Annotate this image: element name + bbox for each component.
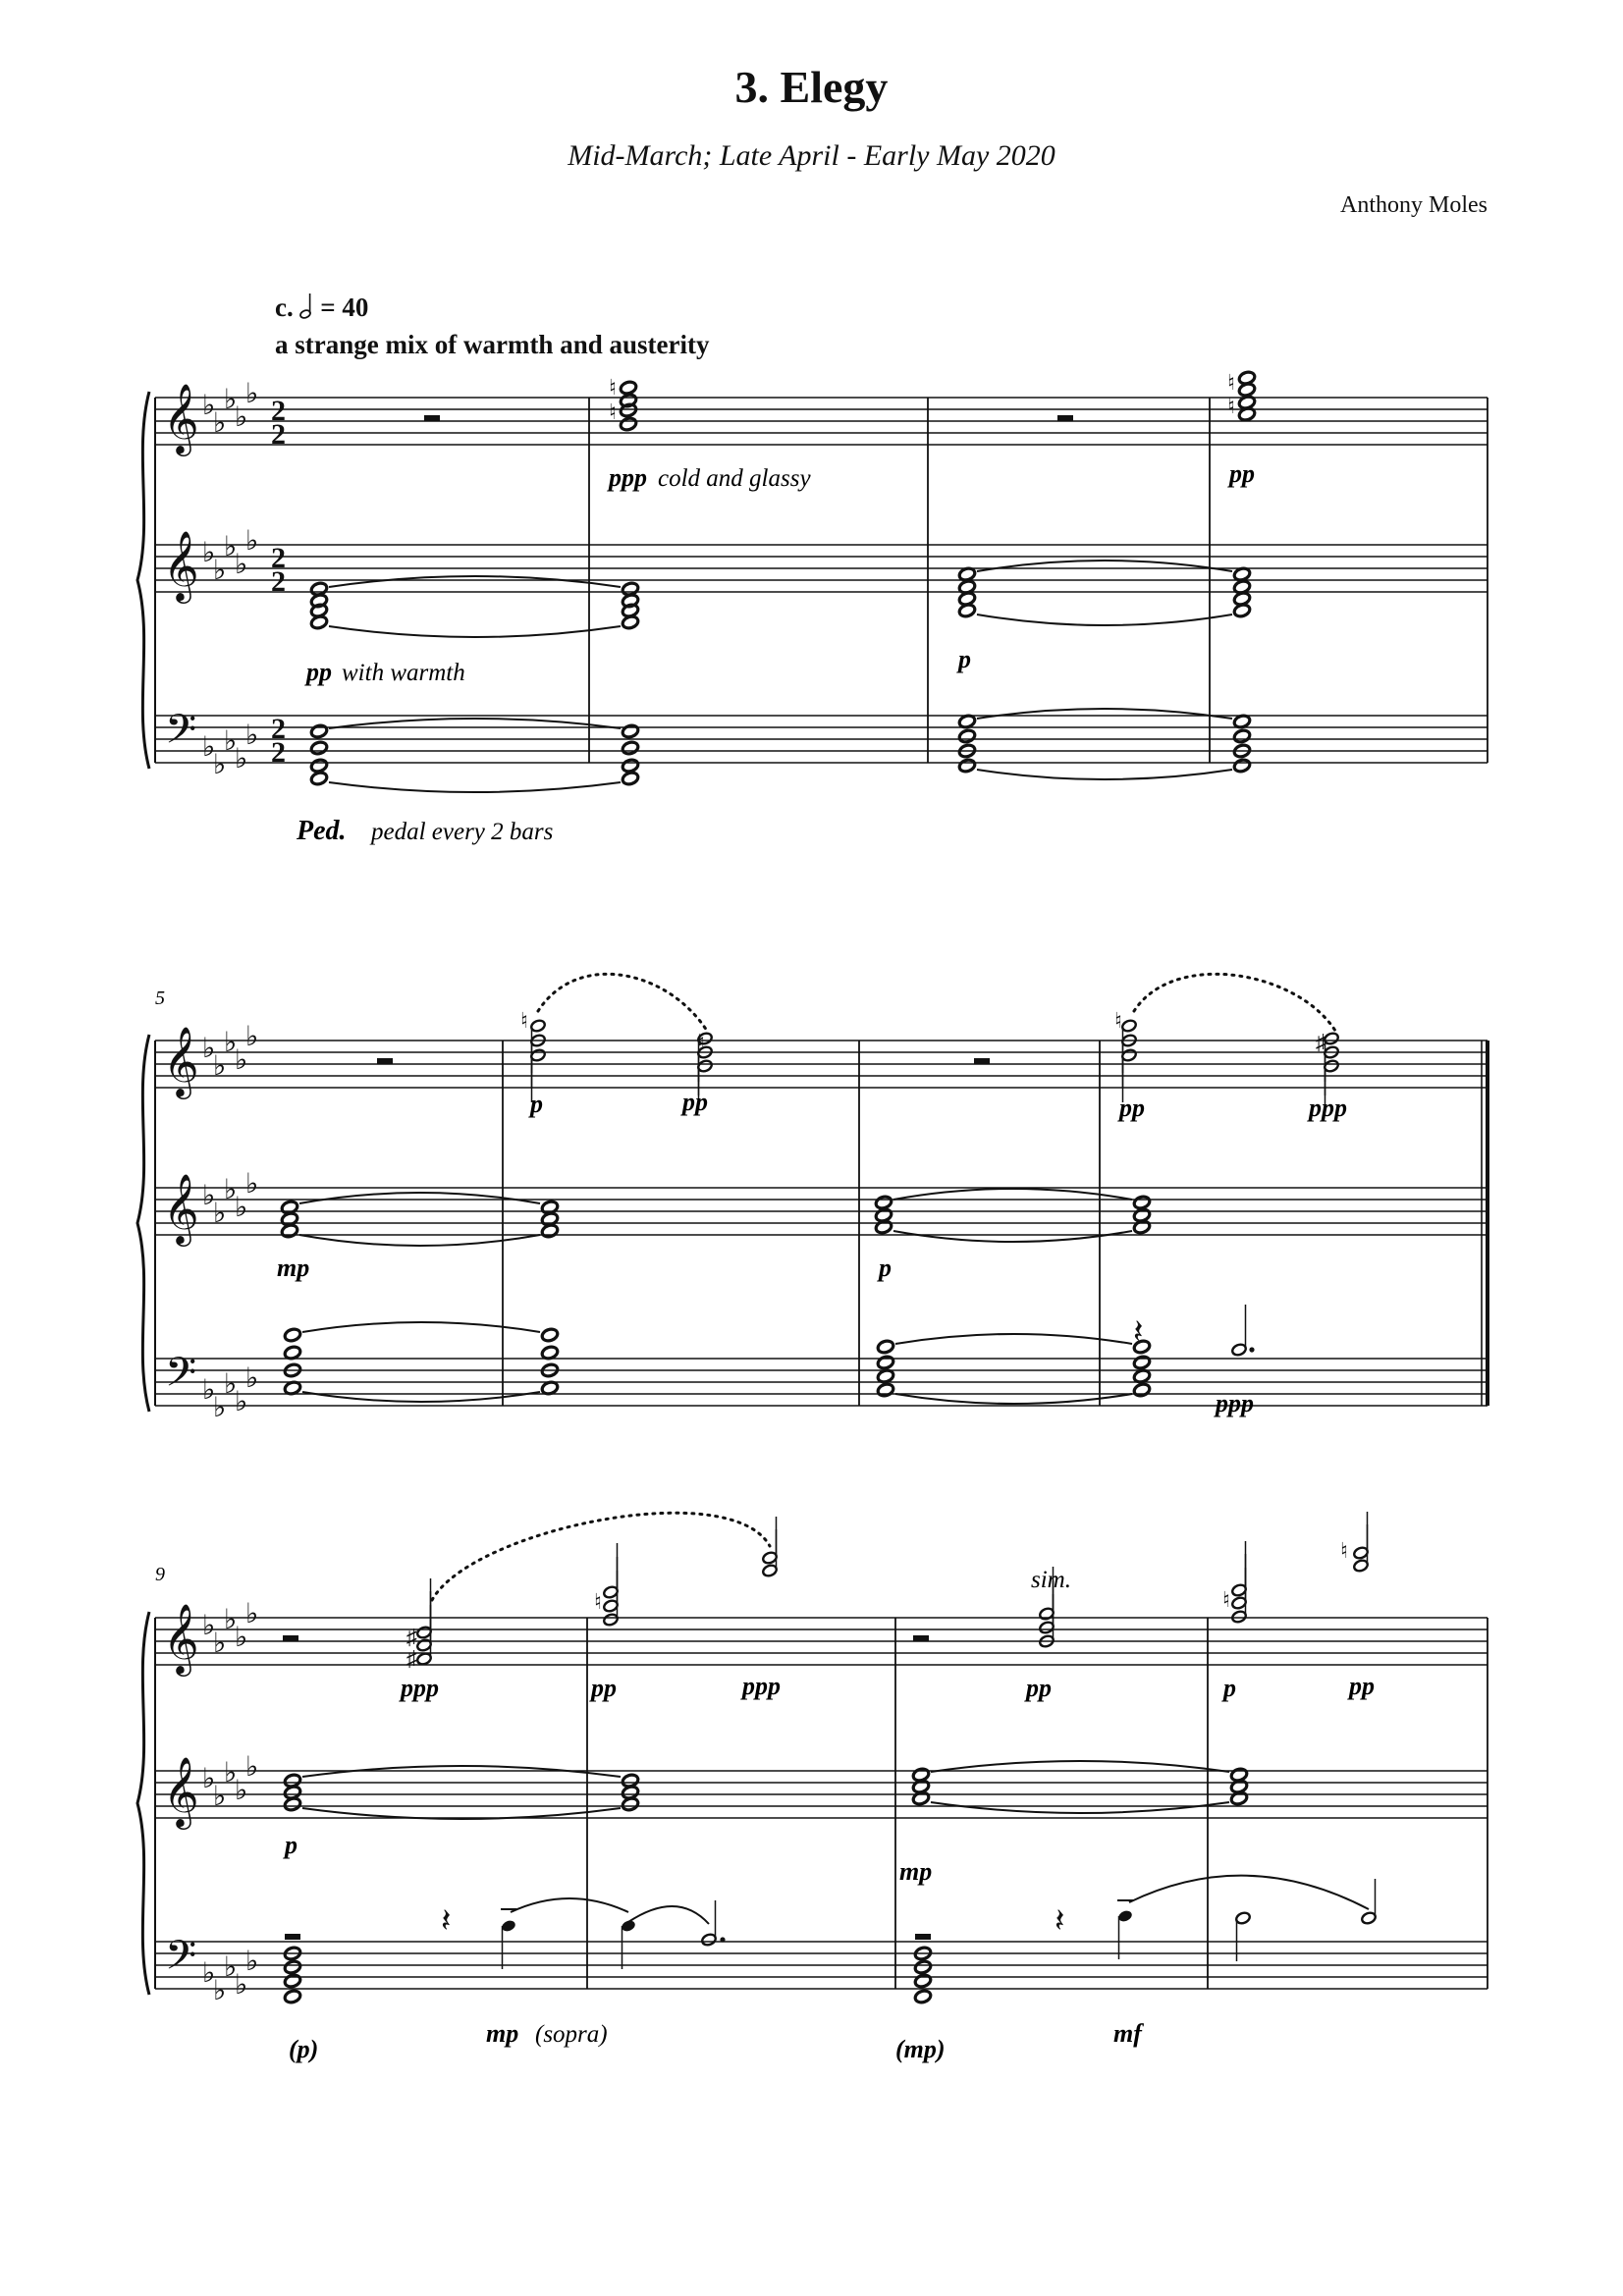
half-rest-icon bbox=[285, 1934, 300, 1940]
whole-note bbox=[310, 758, 329, 774]
dynamic-p: p bbox=[958, 645, 971, 673]
whole-note bbox=[914, 1973, 933, 1989]
half-rest-icon bbox=[915, 1934, 931, 1940]
flat-icon: ♭ bbox=[235, 1970, 248, 2001]
augmentation-dot bbox=[1249, 1347, 1254, 1352]
time-signature-top: 2 bbox=[271, 542, 286, 574]
pedal-symbol: Ped. bbox=[297, 816, 347, 846]
slur bbox=[511, 1898, 628, 1912]
flat-icon: ♭ bbox=[213, 1629, 227, 1659]
tie bbox=[302, 1322, 540, 1332]
flat-icon: ♭ bbox=[245, 1022, 259, 1052]
dynamic-p-parenthesized: (p) bbox=[289, 2035, 319, 2063]
flat-icon: ♭ bbox=[202, 1181, 216, 1211]
dynamic-pp: pp bbox=[682, 1088, 708, 1116]
flat-icon: ♭ bbox=[202, 1034, 216, 1064]
flat-icon: ♭ bbox=[224, 1952, 238, 1983]
whole-note bbox=[1133, 1382, 1152, 1398]
flat-icon: ♭ bbox=[245, 1947, 259, 1977]
whole-note bbox=[310, 723, 329, 739]
treble-clef-icon: 𝄞 bbox=[163, 1176, 199, 1243]
dynamic-p: p bbox=[1223, 1674, 1236, 1702]
half-rest-icon bbox=[377, 1058, 393, 1064]
whole-note bbox=[620, 380, 638, 396]
flat-icon: ♭ bbox=[235, 402, 248, 433]
natural-icon: ♮ bbox=[1227, 370, 1235, 395]
tie bbox=[299, 1193, 540, 1203]
expression-cold-and-glassy: cold and glassy bbox=[658, 465, 811, 492]
expression-sopra: (sopra) bbox=[535, 2021, 608, 2048]
whole-note bbox=[310, 771, 329, 786]
tie bbox=[977, 561, 1232, 571]
dynamic-pp: pp bbox=[1229, 459, 1255, 488]
dynamic-pp: pp bbox=[1026, 1674, 1052, 1702]
tie bbox=[893, 1231, 1132, 1242]
sharp-icon: ♯ bbox=[406, 1646, 417, 1671]
bass-clef-icon: 𝄢 bbox=[165, 1933, 197, 1988]
time-signature-bottom: 2 bbox=[271, 736, 286, 769]
tie bbox=[299, 1235, 540, 1246]
pedal-instruction: pedal every 2 bars bbox=[371, 819, 554, 845]
flat-icon: ♭ bbox=[235, 550, 248, 580]
dynamic-mp-parenthesized: (mp) bbox=[895, 2035, 946, 2063]
whole-note bbox=[622, 1796, 640, 1812]
whole-note bbox=[284, 1796, 302, 1812]
tie bbox=[977, 770, 1232, 779]
flat-icon: ♭ bbox=[245, 379, 259, 409]
flat-icon: ♭ bbox=[224, 1028, 238, 1058]
half-rest-icon bbox=[1057, 415, 1073, 421]
piece-subtitle: Mid-March; Late April - Early May 2020 bbox=[568, 139, 1055, 172]
whole-note bbox=[284, 1989, 302, 2004]
dynamic-mp: mp bbox=[277, 1254, 310, 1282]
time-signature-top: 2 bbox=[271, 395, 286, 427]
time-signature-bottom: 2 bbox=[271, 418, 286, 451]
flat-icon: ♭ bbox=[224, 1605, 238, 1635]
tempo-prefix: c. bbox=[275, 293, 294, 322]
quarter-rest-icon: 𝄽 bbox=[1133, 1314, 1144, 1351]
sharp-icon: ♯ bbox=[406, 1625, 417, 1649]
whole-note bbox=[1233, 603, 1252, 618]
flat-icon: ♭ bbox=[235, 1045, 248, 1076]
natural-icon: ♮ bbox=[520, 1008, 528, 1033]
tie bbox=[893, 1189, 1132, 1200]
slur bbox=[628, 1906, 709, 1924]
text-layer bbox=[155, 459, 1375, 2063]
flat-icon: ♭ bbox=[224, 726, 238, 757]
tempo-value: = 40 bbox=[320, 293, 369, 322]
dynamic-ppp: ppp bbox=[1216, 1389, 1254, 1417]
flat-icon: ♭ bbox=[213, 1976, 227, 2006]
whole-note bbox=[284, 1327, 302, 1343]
whole-note bbox=[958, 758, 977, 774]
flat-icon: ♭ bbox=[202, 1764, 216, 1794]
whole-note bbox=[622, 723, 640, 739]
whole-note bbox=[958, 728, 977, 744]
flat-icon: ♭ bbox=[235, 1776, 248, 1806]
whole-note bbox=[1133, 1219, 1152, 1235]
dynamic-pp: pp bbox=[1119, 1094, 1145, 1122]
flat-icon: ♭ bbox=[245, 1363, 259, 1394]
character-marking: a strange mix of warmth and austerity bbox=[275, 330, 710, 359]
dynamic-ppp: ppp bbox=[401, 1674, 439, 1702]
flat-icon: ♭ bbox=[213, 1051, 227, 1082]
flat-icon: ♭ bbox=[202, 732, 216, 763]
dynamic-p: p bbox=[879, 1254, 892, 1282]
natural-icon: ♮ bbox=[1227, 394, 1235, 418]
whole-note bbox=[541, 1223, 560, 1239]
expression-with-warmth: with warmth bbox=[342, 660, 465, 686]
treble-clef-icon: 𝄞 bbox=[163, 1606, 199, 1673]
treble-clef-icon: 𝄞 bbox=[163, 1029, 199, 1095]
brace-icon bbox=[137, 392, 149, 769]
whole-note bbox=[281, 1223, 299, 1239]
whole-note bbox=[914, 1959, 933, 1975]
staves-layer bbox=[137, 379, 1488, 2006]
expression-sim: sim. bbox=[1031, 1567, 1071, 1593]
whole-note bbox=[1238, 382, 1257, 398]
tie bbox=[977, 614, 1232, 625]
natural-icon: ♮ bbox=[1222, 1587, 1230, 1612]
tie bbox=[329, 782, 621, 792]
augmentation-dot bbox=[720, 1937, 725, 1942]
flat-icon: ♭ bbox=[213, 556, 227, 586]
flat-icon: ♭ bbox=[235, 1623, 248, 1653]
treble-clef-icon: 𝄞 bbox=[163, 1759, 199, 1826]
flat-icon: ♭ bbox=[224, 1758, 238, 1789]
flat-icon: ♭ bbox=[245, 1169, 259, 1200]
dynamic-p: p bbox=[530, 1090, 543, 1118]
dotted-slur bbox=[1134, 974, 1335, 1031]
half-rest-icon bbox=[424, 415, 440, 421]
half-rest-icon bbox=[283, 1635, 298, 1641]
flat-icon: ♭ bbox=[235, 1193, 248, 1223]
brace-icon bbox=[137, 1035, 149, 1412]
flat-icon: ♭ bbox=[213, 1199, 227, 1229]
flat-icon: ♭ bbox=[245, 1599, 259, 1629]
dynamic-mp: mp bbox=[486, 2019, 519, 2048]
flat-icon: ♭ bbox=[224, 1175, 238, 1205]
time-signature-top: 2 bbox=[271, 713, 286, 745]
flat-icon: ♭ bbox=[245, 526, 259, 557]
whole-note bbox=[310, 740, 329, 756]
whole-note bbox=[914, 1989, 933, 2004]
whole-note bbox=[1233, 728, 1252, 744]
brace-icon bbox=[137, 1612, 149, 1995]
whole-note bbox=[877, 1339, 895, 1355]
dotted-slur bbox=[538, 974, 707, 1031]
natural-icon: ♮ bbox=[594, 1589, 602, 1614]
whole-note bbox=[284, 1959, 302, 1975]
whole-note bbox=[622, 758, 640, 774]
whole-note bbox=[958, 603, 977, 618]
natural-icon: ♮ bbox=[609, 375, 617, 400]
dynamic-pp: pp bbox=[591, 1674, 617, 1702]
tie bbox=[931, 1802, 1229, 1813]
quarter-rest-icon: 𝄽 bbox=[1055, 1903, 1065, 1940]
flat-icon: ♭ bbox=[213, 1782, 227, 1812]
flat-icon: ♭ bbox=[245, 721, 259, 751]
dynamic-pp: pp bbox=[306, 658, 332, 686]
flat-icon: ♭ bbox=[202, 391, 216, 421]
whole-note bbox=[310, 614, 329, 630]
natural-icon: ♮ bbox=[1340, 1538, 1348, 1563]
piece-title: 3. Elegy bbox=[734, 62, 889, 112]
tie bbox=[895, 1334, 1132, 1344]
dynamic-mf: mf bbox=[1113, 2019, 1142, 2048]
whole-note bbox=[877, 1355, 895, 1370]
whole-note bbox=[284, 1973, 302, 1989]
whole-note bbox=[622, 740, 640, 756]
bass-clef-icon: 𝄢 bbox=[165, 707, 197, 762]
half-rest-icon bbox=[913, 1635, 929, 1641]
time-signature-bottom: 2 bbox=[271, 565, 286, 598]
flat-icon: ♭ bbox=[213, 750, 227, 780]
flat-icon: ♭ bbox=[224, 532, 238, 562]
tie bbox=[329, 576, 621, 587]
whole-note bbox=[875, 1219, 893, 1235]
whole-note bbox=[1133, 1355, 1152, 1370]
whole-note bbox=[1233, 758, 1252, 774]
tie bbox=[977, 709, 1232, 719]
whole-note bbox=[620, 416, 638, 432]
dynamic-ppp: ppp bbox=[609, 463, 647, 492]
flat-icon: ♭ bbox=[202, 1958, 216, 1989]
whole-note bbox=[622, 771, 640, 786]
slur bbox=[1129, 1876, 1369, 1909]
tie bbox=[329, 626, 621, 637]
tie bbox=[895, 1394, 1132, 1404]
flat-icon: ♭ bbox=[224, 385, 238, 415]
flat-icon: ♭ bbox=[245, 1752, 259, 1783]
flat-icon: ♭ bbox=[202, 1375, 216, 1406]
natural-icon: ♮ bbox=[609, 400, 617, 424]
treble-clef-icon: 𝄞 bbox=[163, 386, 199, 453]
flat-icon: ♭ bbox=[202, 1611, 216, 1641]
flat-icon: ♭ bbox=[235, 744, 248, 774]
measure-number: 9 bbox=[155, 1564, 165, 1585]
natural-icon: ♮ bbox=[697, 1030, 705, 1054]
half-rest-icon bbox=[974, 1058, 990, 1064]
dynamic-p: p bbox=[285, 1831, 298, 1859]
quarter-rest-icon: 𝄽 bbox=[441, 1903, 452, 1940]
dotted-slur bbox=[432, 1513, 770, 1600]
whole-note bbox=[912, 1790, 931, 1806]
dynamic-ppp: ppp bbox=[1309, 1094, 1347, 1122]
whole-note bbox=[1133, 1195, 1152, 1210]
whole-note bbox=[875, 1195, 893, 1210]
flat-icon: ♭ bbox=[224, 1369, 238, 1400]
flat-icon: ♭ bbox=[202, 538, 216, 568]
dynamic-ppp: ppp bbox=[742, 1672, 781, 1700]
measure-number: 5 bbox=[155, 988, 165, 1009]
flat-icon: ♭ bbox=[213, 408, 227, 439]
flat-icon: ♭ bbox=[213, 1393, 227, 1423]
whole-note bbox=[1230, 1790, 1249, 1806]
natural-icon: ♮ bbox=[1114, 1008, 1122, 1033]
treble-clef-icon: 𝄞 bbox=[163, 533, 199, 600]
composer-name: Anthony Moles bbox=[1340, 192, 1488, 218]
whole-note bbox=[877, 1382, 895, 1398]
bass-clef-icon: 𝄢 bbox=[165, 1350, 197, 1405]
whole-note bbox=[622, 614, 640, 630]
whole-note bbox=[541, 1327, 560, 1343]
dynamic-mp: mp bbox=[899, 1857, 933, 1886]
flat-icon: ♭ bbox=[235, 1387, 248, 1417]
dynamic-pp: pp bbox=[1349, 1672, 1375, 1700]
sharp-icon: ♯ bbox=[1316, 1030, 1326, 1054]
